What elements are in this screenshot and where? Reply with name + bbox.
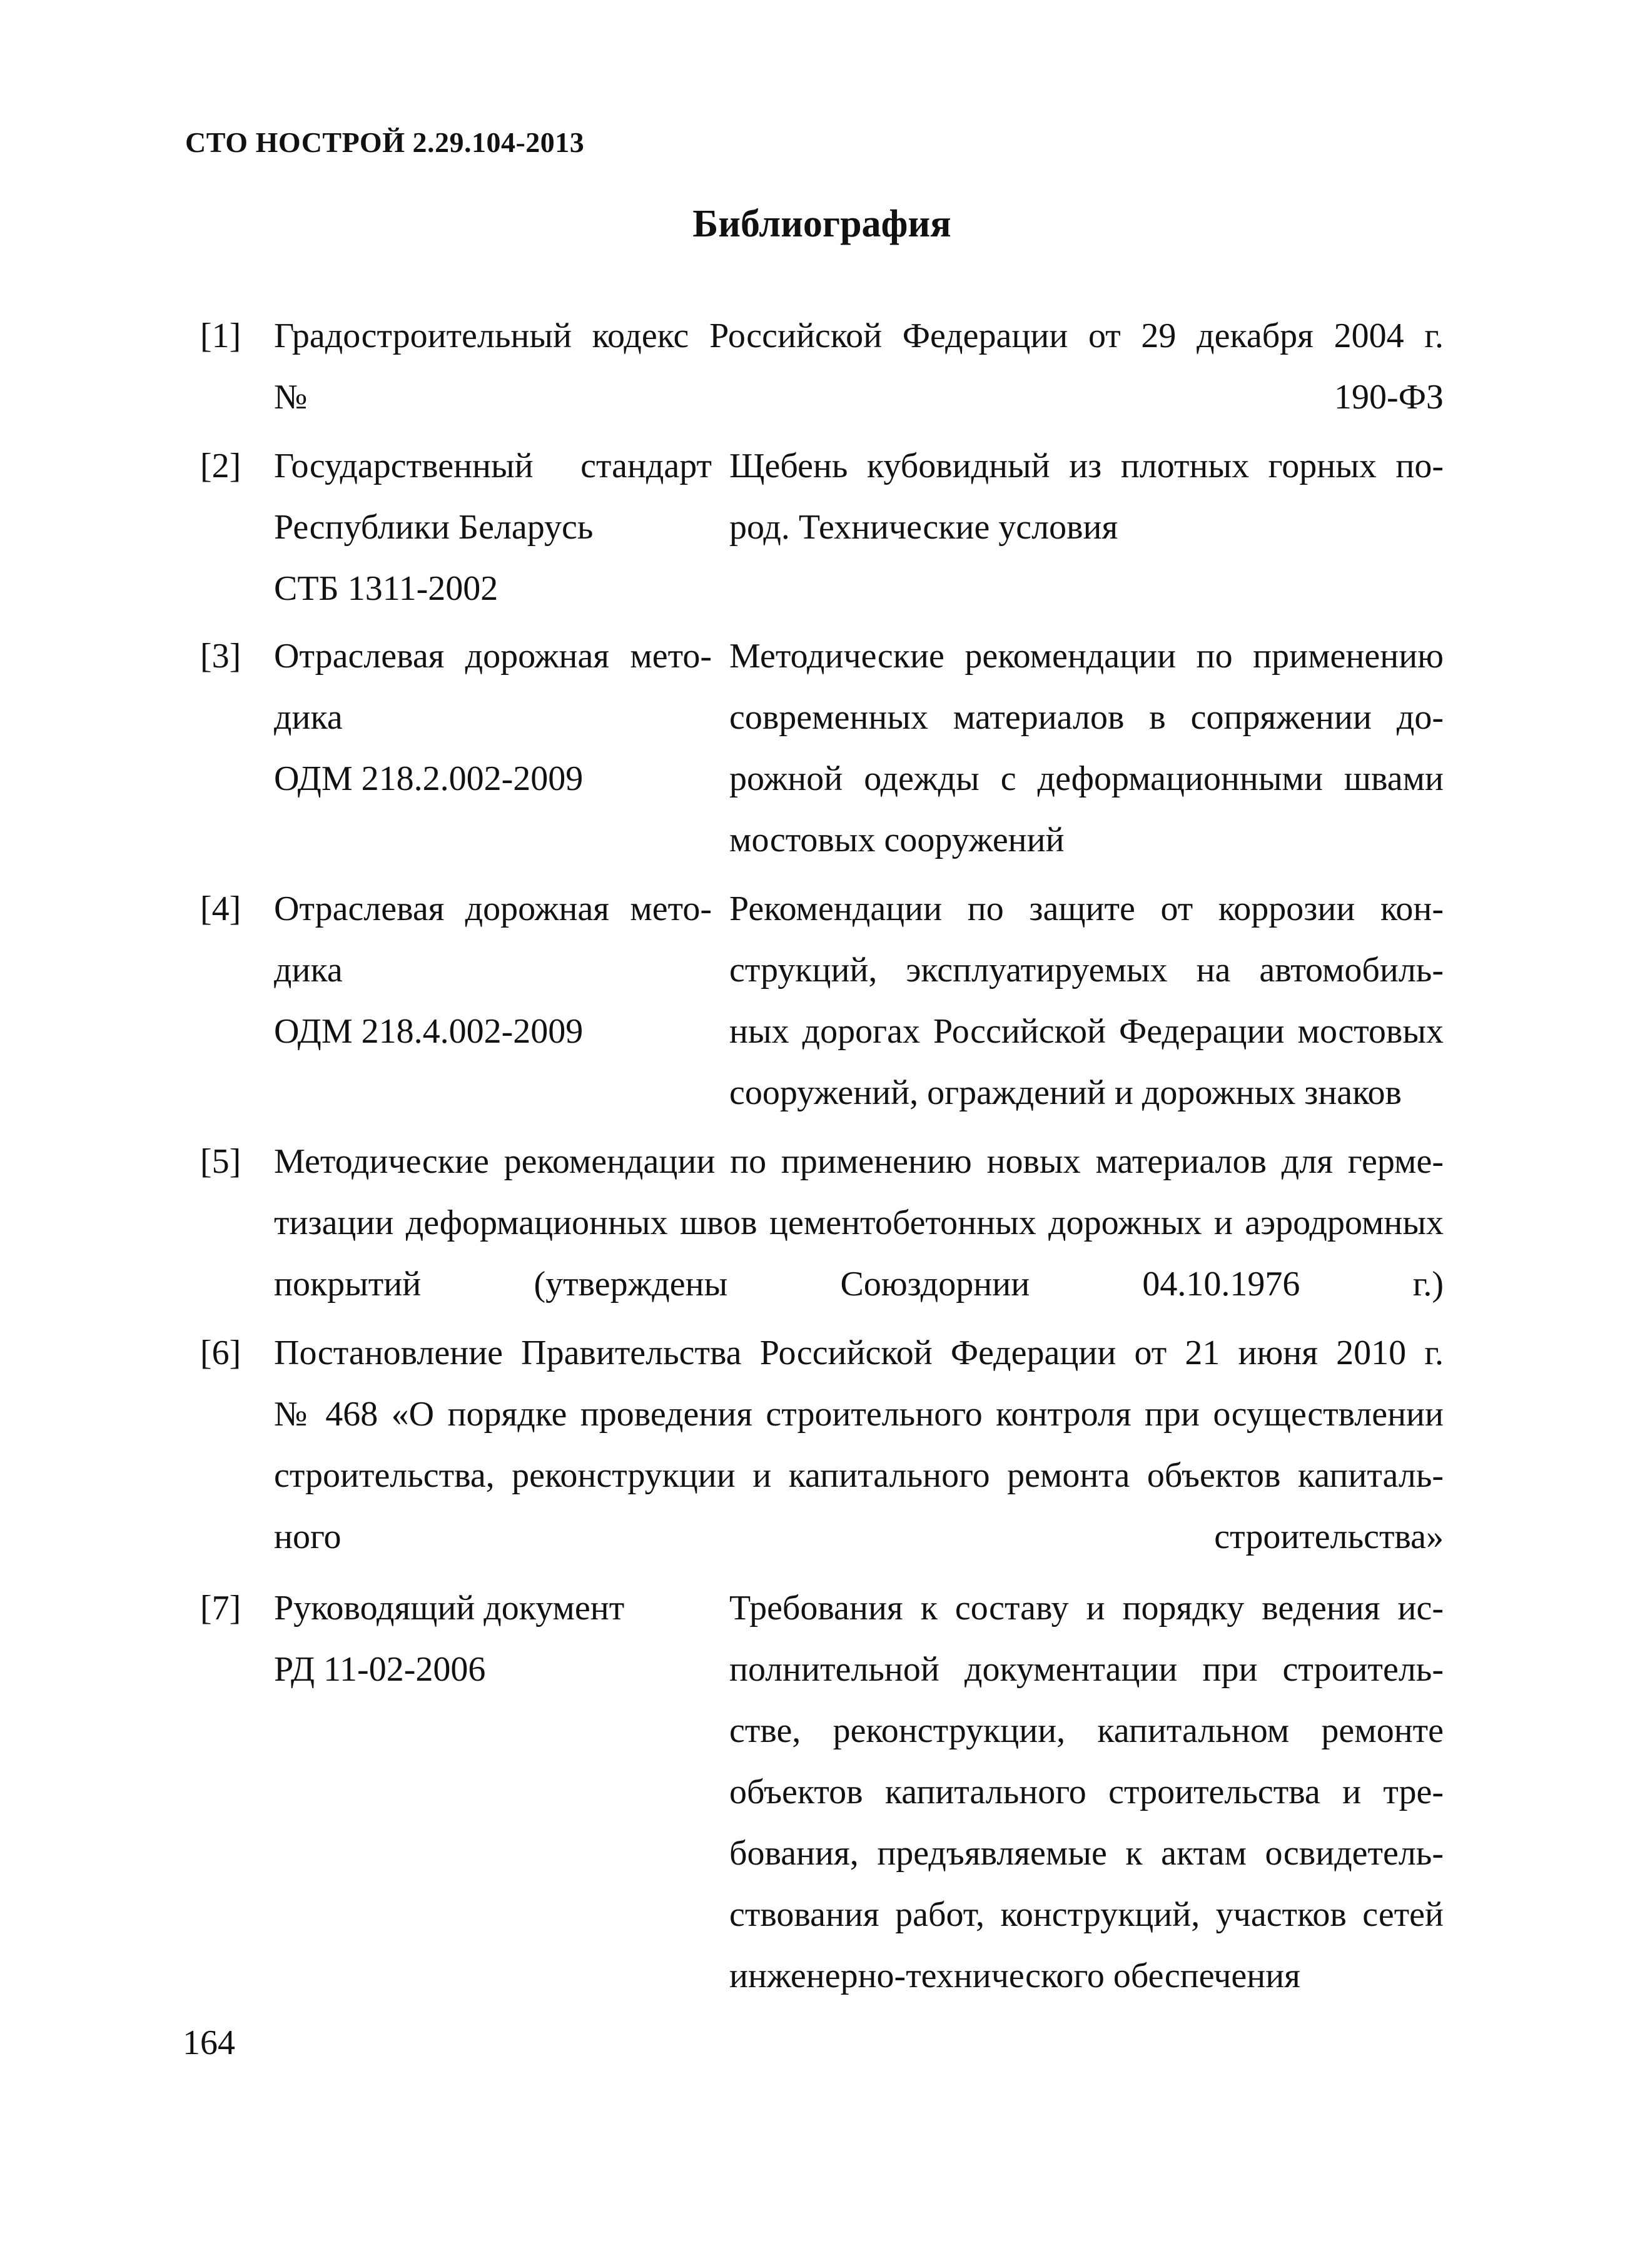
entry-title-line: бования, предъявляемые к актам освидетель- — [729, 1834, 1444, 1873]
entry-source — [274, 1577, 712, 1700]
entry-text — [274, 1131, 1444, 1315]
entry-text-line: тизации деформационных швов цементобетонных дорожных и аэродромных — [274, 1203, 1444, 1242]
document-code-header: СТО НОСТРОЙ 2.29.104-2013 — [185, 126, 585, 158]
entry-title-line: род. Технические условия — [729, 508, 1118, 547]
entry-title-line: рожной одежды с деформационными швами — [729, 759, 1444, 798]
entry-source — [274, 625, 712, 809]
entry-text — [274, 305, 1444, 428]
entry-title-line: сооружений, ограждений и дорожных знаков — [729, 1073, 1402, 1112]
entry-number: [3] — [200, 637, 241, 676]
entry-source — [274, 878, 712, 1062]
entry-text-line: покрытий (утверждены Союздорнии 04.10.1976 г.) — [274, 1265, 1444, 1304]
entry-title-line: Методические рекомендации по применению — [729, 637, 1444, 676]
entry-number: [1] — [200, 316, 241, 355]
page-number: 164 — [183, 2023, 235, 2062]
entry-title-line: струкций, эксплуатируемых на автомобиль- — [729, 951, 1444, 990]
entry-title-line: ных дорогах Российской Федерации мостовых — [729, 1012, 1444, 1051]
entry-number: [6] — [200, 1334, 241, 1372]
entry-source-line: Отраслевая дорожная мето- — [274, 889, 712, 928]
entry-number: [2] — [200, 447, 241, 485]
entry-title — [729, 435, 1444, 558]
entry-source-line: Республики Беларусь — [274, 508, 594, 547]
entry-source-line: дика — [274, 698, 343, 737]
entry-text-line: Методические рекомендации по применению новых материалов для герме- — [274, 1142, 1444, 1181]
entry-text-line: № 468 «О порядке проведения строительного контроля при осуществлении — [274, 1395, 1444, 1434]
page-title: Библиография — [692, 203, 951, 245]
entry-title — [729, 1577, 1444, 2007]
entry-title-line: мостовых сооружений — [729, 821, 1065, 859]
entry-title — [729, 878, 1444, 1123]
entry-title-line: Рекомендации по защите от коррозии кон- — [729, 889, 1444, 928]
entry-title-line: Требования к составу и порядку ведения ис- — [729, 1589, 1444, 1628]
entry-source-line: РД 11-02-2006 — [274, 1650, 486, 1689]
entry-source-line: ОДМ 218.4.002-2009 — [274, 1012, 584, 1051]
entry-title-line: инженерно-технического обеспечения — [729, 1957, 1300, 1995]
entry-number: [4] — [200, 889, 241, 928]
entry-source-line: Отраслевая дорожная мето- — [274, 637, 712, 676]
entry-title-line: объектов капитального строительства и тре- — [729, 1773, 1444, 1811]
entry-text — [274, 1322, 1444, 1567]
entry-text-line: Градостроительный кодекс Российской Федерации от 29 декабря 2004 г. — [274, 316, 1444, 355]
entry-title — [729, 625, 1444, 871]
entry-text-line: Постановление Правительства Российской Федерации от 21 июня 2010 г. — [274, 1334, 1444, 1372]
entry-source-line: дика — [274, 951, 343, 990]
entry-text-line: № 190-ФЗ — [274, 378, 1444, 417]
entry-text-line: строительства, реконструкции и капитального ремонта объектов капиталь- — [274, 1456, 1444, 1495]
entry-source-line: ОДМ 218.2.002-2009 — [274, 759, 584, 798]
entry-title-line: стве, реконструкции, капитальном ремонте — [729, 1711, 1444, 1750]
entry-title-line: современных материалов в сопряжении до- — [729, 698, 1444, 737]
entry-text-line: ного строительства» — [274, 1517, 1444, 1556]
entry-number: [7] — [200, 1589, 241, 1628]
entry-source — [274, 435, 712, 619]
entry-title-line: ствования работ, конструкций, участков сетей — [729, 1895, 1444, 1934]
entry-source-line: СТБ 1311-2002 — [274, 569, 499, 608]
entry-title-line: Щебень кубовидный из плотных горных по- — [729, 447, 1444, 485]
entry-source-line: Руководящий документ — [274, 1589, 625, 1628]
entry-number: [5] — [200, 1142, 241, 1181]
entry-source-line: Государственный стандарт — [274, 447, 712, 485]
entry-title-line: полнительной документации при строитель- — [729, 1650, 1444, 1689]
